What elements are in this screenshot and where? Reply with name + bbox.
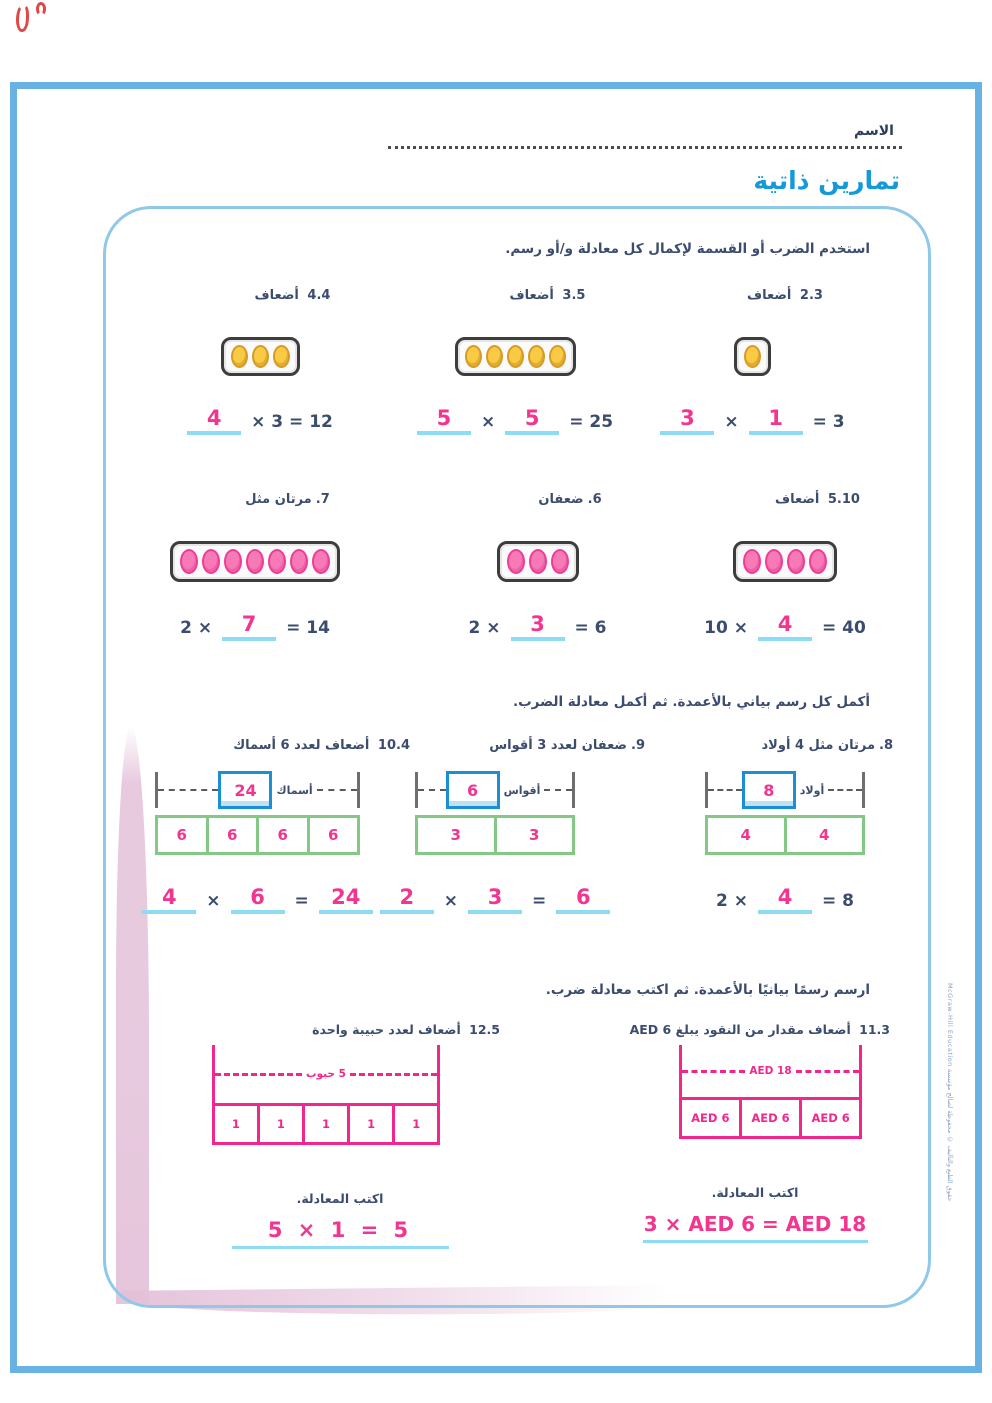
exercise-6: [430, 492, 645, 641]
bar-cell: 1: [215, 1106, 257, 1142]
bracket-tick: [862, 772, 865, 808]
counter-dot: [224, 549, 242, 574]
section-instruction-1: استخدم الضرب أو القسمة لإكمال كل معادلة و/أو رسم.: [505, 241, 870, 257]
answer-blank[interactable]: 3: [660, 406, 714, 435]
bar-cell: 1: [395, 1106, 437, 1142]
equation-text: ×: [480, 412, 496, 433]
counter-dot: [252, 345, 269, 368]
equation-text: 2 ×: [468, 618, 501, 639]
exercise-title: 3 أضعاف مقدار من النقود يبلغ AED 6: [629, 1022, 890, 1037]
bar-cells: [155, 815, 360, 855]
bar-cell: 1: [305, 1106, 347, 1142]
bar-cell: 4: [787, 818, 863, 852]
equation-text: = 25: [569, 412, 614, 433]
counter-dot: [465, 345, 482, 368]
counter-tray: [221, 337, 300, 376]
corner-mark-icon: [16, 4, 29, 32]
counter-dot: [743, 549, 761, 574]
multiplication-equation: [405, 406, 625, 435]
name-write-line[interactable]: [388, 146, 902, 149]
counter-dot: [486, 345, 503, 368]
exercise-title: 10 أضعاف: [775, 492, 860, 507]
answer-blank[interactable]: 2: [380, 885, 434, 914]
counter-dot: [551, 549, 569, 574]
counter-dot: [273, 345, 290, 368]
counter-tray: [455, 337, 576, 376]
bar-cell: AED 6: [742, 1100, 799, 1136]
exercise-number: 10.: [377, 738, 401, 753]
exercise-title: ضعفان: [538, 492, 584, 507]
bracket-tick: [572, 772, 575, 808]
counter-dot: [180, 549, 198, 574]
counter-dot: [787, 549, 805, 574]
exercise-title: 3 أضعاف: [747, 288, 823, 303]
counter-dot: [528, 345, 545, 368]
equation-text: = 8: [822, 891, 854, 912]
exercise-4: [150, 288, 370, 435]
counter-dot: [246, 549, 264, 574]
exercise-title: 5 أضعاف لعدد حبيبة واحدة: [312, 1022, 500, 1037]
equation-text: =: [532, 891, 547, 912]
dashed-line: [418, 789, 446, 791]
counter-dot: [312, 549, 330, 574]
dashed-line: [317, 789, 357, 791]
equation-text: 2 ×: [180, 618, 213, 639]
exercise-number: 7.: [315, 492, 330, 507]
dashed-line: [350, 1073, 437, 1076]
answer-blank[interactable]: 5: [505, 406, 559, 435]
exercise-title: 4 أضعاف: [254, 288, 331, 303]
exercise-12: [180, 1022, 500, 1249]
bar-cell: 3: [418, 818, 494, 852]
exercise-number: 3.: [562, 288, 577, 303]
exercise-title: 5 أضعاف: [509, 288, 586, 303]
total-box[interactable]: 8: [742, 771, 796, 809]
equation-text: = 40: [822, 618, 866, 639]
multiplication-equation: [705, 885, 865, 914]
equation-text: ×: [443, 891, 458, 912]
answer-blank[interactable]: 4: [142, 885, 196, 914]
bar-model: [155, 767, 360, 914]
answer-blank[interactable]: 4: [758, 612, 812, 641]
equation-text: ×: [206, 891, 221, 912]
exercise-number: 9.: [631, 738, 645, 753]
dashed-line: [544, 789, 572, 791]
dashed-line: [215, 1073, 302, 1076]
bar-cell: 1: [260, 1106, 302, 1142]
equation-answer[interactable]: 3 × AED 6 = AED 18: [643, 1212, 868, 1243]
corner-mark-icon: [36, 2, 46, 16]
dashed-line: [828, 789, 862, 791]
name-label: الاسم: [854, 123, 894, 139]
multiplication-equation: [150, 406, 370, 435]
counter-dot: [202, 549, 220, 574]
exercise-title: مرتان مثل: [245, 492, 312, 507]
equation-text: × 3 = 12: [251, 412, 333, 433]
multiplication-equation: [640, 406, 865, 435]
bracket-tick: [357, 772, 360, 808]
counter-dot: [231, 345, 248, 368]
multiplication-equation: [399, 885, 591, 914]
counter-tray: [733, 541, 837, 582]
equation-text: 2 ×: [716, 891, 748, 912]
equation-text: = 6: [574, 618, 607, 639]
exercise-number: 11.: [859, 1022, 882, 1037]
bracket-tick: [705, 772, 708, 808]
exercise-title: مرتان مثل 4 أولاد: [761, 738, 875, 753]
multiplication-equation: [155, 885, 360, 914]
bar-cell: AED 6: [802, 1100, 859, 1136]
equation-text: 10 ×: [704, 618, 748, 639]
equation-text: ×: [724, 412, 739, 433]
bar-cells: [212, 1103, 440, 1145]
bar-cells: [415, 815, 575, 855]
bracket-tick: [415, 772, 418, 808]
exercise-10: [130, 738, 410, 914]
exercise-title: 4 أضعاف لعدد 6 أسماك: [233, 738, 410, 753]
bar-cell: 6: [259, 818, 307, 852]
answer-blank[interactable]: 5: [417, 406, 471, 435]
section-instruction-2: أكمل كل رسم بياني بالأعمدة. ثم أكمل معادلة الضرب.: [512, 694, 870, 710]
multiplication-equation: [430, 612, 645, 641]
counter-dot: [529, 549, 547, 574]
unit-label: أقواس: [503, 783, 541, 797]
bar-cell: AED 6: [682, 1100, 739, 1136]
counter-tray: [734, 337, 771, 376]
dashed-line: [682, 1070, 745, 1073]
bar-cells: [679, 1097, 862, 1139]
write-equation-label: اكتب المعادلة.: [711, 1185, 799, 1200]
answer-blank[interactable]: 6: [556, 885, 610, 914]
answer-blank[interactable]: 1: [749, 406, 803, 435]
equation-text: =: [294, 891, 309, 912]
multiplication-equation: [675, 612, 895, 641]
exercise-number: 6.: [587, 492, 602, 507]
counter-dot: [290, 549, 308, 574]
bar-cell: 6: [310, 818, 358, 852]
total-label: AED 18: [749, 1065, 792, 1077]
bar-cell: 4: [708, 818, 784, 852]
drawn-bar-model: [679, 1045, 862, 1139]
bar-model: [705, 767, 865, 914]
bar-cell: 6: [209, 818, 257, 852]
exercise-number: 5.: [827, 492, 842, 507]
write-equation-label: اكتب المعادلة.: [296, 1191, 384, 1206]
total-box[interactable]: 24: [218, 771, 272, 809]
answer-blank[interactable]: 4: [758, 885, 812, 914]
counter-dot: [507, 345, 524, 368]
exercise-3: [405, 288, 625, 435]
dashed-line: [708, 789, 742, 791]
total-label: 5 حبوب: [306, 1068, 346, 1080]
exercise-11: [620, 1022, 890, 1243]
equation-answer[interactable]: 5 × 1 = 5: [232, 1218, 449, 1249]
bar-cells: [705, 815, 865, 855]
exercise-8: [648, 738, 893, 914]
exercise-7: [140, 492, 370, 641]
exercise-title: ضعفان لعدد 3 أقواس: [489, 738, 627, 753]
bar-cell: 3: [497, 818, 573, 852]
unit-label: أسماك: [276, 783, 313, 797]
answer-blank[interactable]: 7: [222, 612, 276, 641]
multiplication-equation: [140, 612, 370, 641]
answer-blank[interactable]: 4: [187, 406, 241, 435]
answer-blank[interactable]: 24: [319, 885, 373, 914]
counter-tray: [170, 541, 340, 582]
dashed-line: [796, 1070, 859, 1073]
counter-dot: [507, 549, 525, 574]
dashed-line: [158, 789, 218, 791]
bracket-tick: [155, 772, 158, 808]
section-instruction-3: ارسم رسمًا بيانيًا بالأعمدة. ثم اكتب معادلة ضرب.: [545, 982, 870, 998]
bar-cell: 6: [158, 818, 206, 852]
counter-dot: [765, 549, 783, 574]
exercise-number: 8.: [879, 738, 893, 753]
exercise-number: 4.: [307, 288, 322, 303]
exercise-5: [675, 492, 895, 641]
copyright-vertical-text: حقوق الطبع والتأليف © محفوظة لصالح مؤسسة McGraw-Hill Education: [946, 982, 954, 1201]
exercise-2: [640, 288, 865, 435]
bar-model: [399, 767, 591, 914]
counter-dot: [744, 345, 761, 368]
answer-blank[interactable]: 3: [511, 612, 565, 641]
page-title: تمارين ذاتية: [753, 166, 900, 195]
equation-text: = 3: [812, 412, 845, 433]
counter-dot: [809, 549, 827, 574]
drawn-bar-model: [212, 1045, 440, 1145]
answer-blank[interactable]: 3: [468, 885, 522, 914]
counter-dot: [268, 549, 286, 574]
bar-cell: 1: [350, 1106, 392, 1142]
counter-dot: [549, 345, 566, 368]
unit-label: أولاد: [799, 783, 825, 797]
total-box[interactable]: 6: [446, 771, 500, 809]
exercise-number: 12.: [469, 1022, 492, 1037]
answer-blank[interactable]: 6: [231, 885, 285, 914]
exercise-number: 2.: [799, 288, 814, 303]
equation-text: = 14: [286, 618, 330, 639]
counter-tray: [497, 541, 579, 582]
exercise-9: [385, 738, 645, 914]
